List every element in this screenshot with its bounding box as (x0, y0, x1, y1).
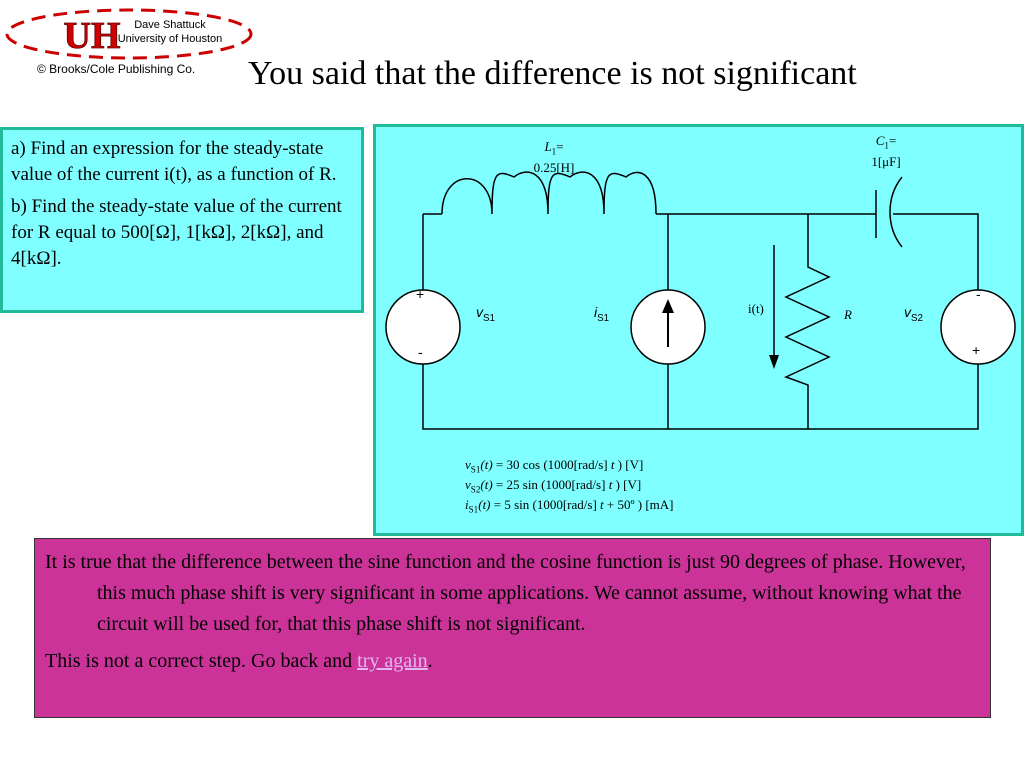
vs2-plus: + (972, 342, 981, 358)
problem-panel (0, 127, 364, 313)
vs1-label: $v_{S1}$ (476, 304, 495, 324)
wire-top-right (893, 214, 978, 292)
inductor-value: 0.25[H] (533, 159, 575, 175)
vs1-plus: + (416, 286, 425, 302)
uh-logo-mark: UH (63, 15, 121, 57)
author-block (100, 18, 240, 46)
capacitor-label: $C_1=$ 1[μF] (856, 133, 916, 169)
vs2-minus: - (976, 286, 981, 302)
author-name: Dave Shattuck (134, 19, 206, 31)
equation-vs2: $v_{S2}(t) = 25$ sin (1000[rad/s] t ) [V] (465, 477, 642, 495)
feedback-panel (34, 538, 991, 718)
page-title: You said that the difference is not significant (248, 55, 857, 92)
feedback-instruction: This is not a correct step. Go back and try again. (45, 650, 433, 672)
feedback-explanation: It is true that the difference between the sine function and the cosine function is just 90 degrees of phase. However, this much phase shift is very significant in some applications. We cannot assume, without knowing what the circuit will be used for, that this phase shift is not significant. (45, 551, 966, 635)
problem-part-b: b) Find the steady-state value of the current for R equal to 500[Ω], 1[kΩ], 2[kΩ], and 4[kΩ]. (11, 196, 342, 269)
publisher-credit: © Brooks/Cole Publishing Co. (37, 62, 196, 76)
author-affiliation: University of Houston (117, 33, 223, 45)
try-again-link[interactable]: try again (357, 650, 428, 672)
current-label: i(t) (748, 301, 764, 316)
source-equations (465, 455, 674, 515)
equation-is1: $i_{S1}(t) = 5$ sin (1000[rad/s] t + 50º ) [mA] (465, 497, 674, 515)
current-arrow-head (769, 355, 779, 369)
inductor-label: $L_1=$ 0.25[H] (524, 139, 584, 175)
resistor-label: R (844, 307, 852, 322)
equation-vs1: $v_{S1}(t) = 30$ cos (1000[rad/s] t ) [V] (465, 457, 644, 475)
resistor-branch (786, 214, 829, 429)
is1-label: $i_{S1}$ (594, 304, 610, 324)
vs2-label: $v_{S2}$ (904, 304, 923, 324)
inductor-coil (442, 172, 656, 214)
vs1-minus: - (418, 344, 423, 360)
capacitor-plate-curved (890, 177, 902, 247)
problem-part-a: a) Find an expression for the steady-state value of the current i(t), as a function of R. (11, 138, 337, 185)
capacitor-value: 1[μF] (871, 153, 901, 169)
